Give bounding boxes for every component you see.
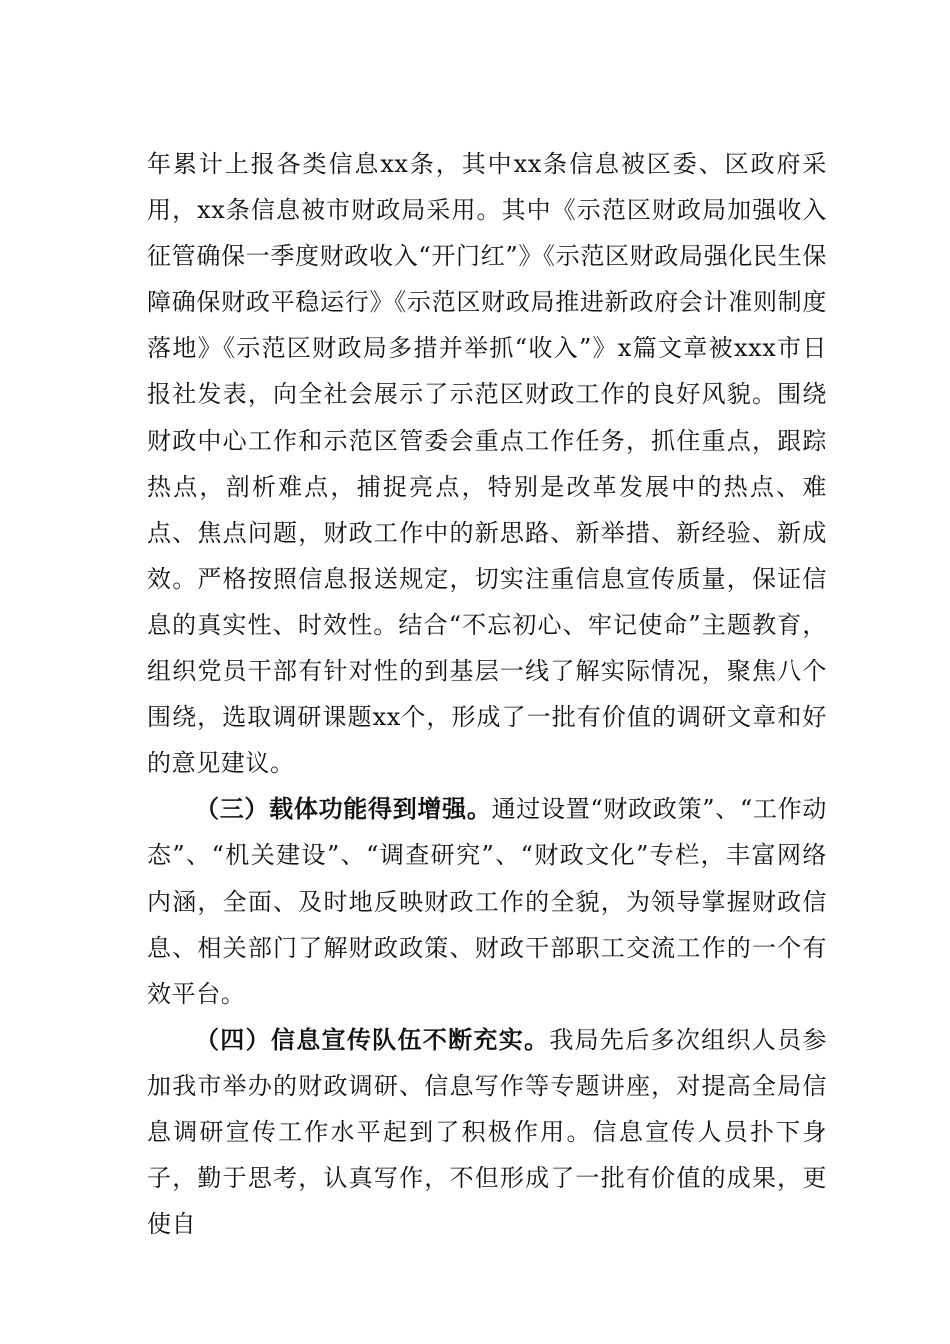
- paragraph-text: 我局先后多次组织人员参加我市举办的财政调研、信息写作等专题讲座，对提高全局信息调研宣传工作水平起到了积极作用。信息宣传人员扑下身子，勤于思考，认真写作，不但形成了一批有价值的成果，更使自: [147, 1025, 827, 1239]
- section-heading-3: （三）载体功能得到增强。: [195, 795, 492, 824]
- document-body: [147, 141, 827, 1247]
- paragraph-continued: [147, 141, 827, 786]
- paragraph-section-3: [147, 786, 827, 1016]
- paragraph-text: 通过设置“财政政策”、“工作动态”、“机关建设”、“调查研究”、“财政文化”专栏，丰富网络内涵，全面、及时地反映财政工作的全貌，为领导掌握财政信息、相关部门了解财政政策、财政干部职工交流工作的一个有效平台。: [147, 795, 827, 1008]
- paragraph-section-4: [147, 1017, 827, 1247]
- paragraph-text: 年累计上报各类信息xx条，其中xx条信息被区委、区政府采用，xx条信息被市财政局采用。其中《示范区财政局加强收入征管确保一季度财政收入“开门红”》《示范区财政局强化民生保障确保财政平稳运行》《示范区财政局推进新政府会计准则制度落地》《示范区财政局多措并举抓“收入”》x篇文章被xxx市日报社发表，向全社会展示了示范区财政工作的良好风貌。围绕财政中心工作和示范区管委会重点工作任务，抓住重点，跟踪热点，剖析难点，捕捉亮点，特别是改革发展中的热点、难点、焦点问题，财政工作中的新思路、新举措、新经验、新成效。严格按照信息报送规定，切实注重信息宣传质量，保证信息的真实性、时效性。结合“不忘初心、牢记使命”主题教育，组织党员干部有针对性的到基层一线了解实际情况，聚焦八个围绕，选取调研课题xx个，形成了一批有价值的调研文章和好的意见建议。: [147, 150, 827, 778]
- section-heading-4: （四）信息宣传队伍不断充实。: [195, 1025, 550, 1054]
